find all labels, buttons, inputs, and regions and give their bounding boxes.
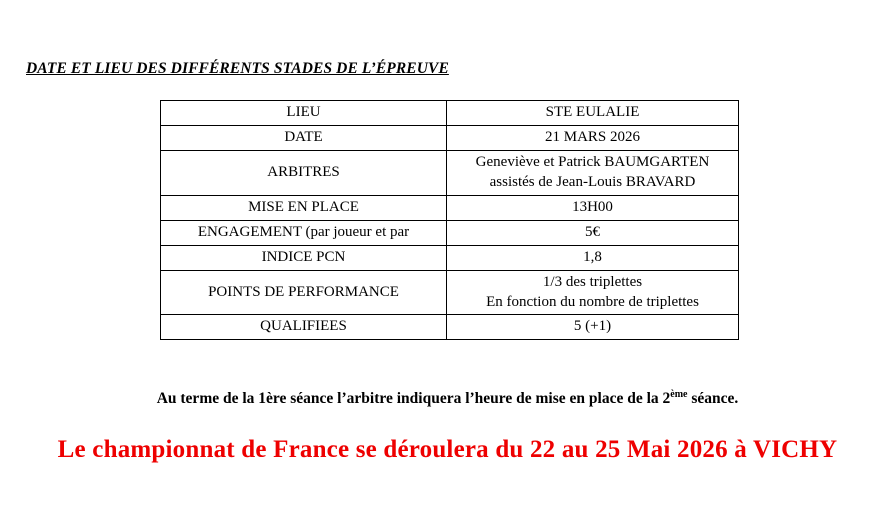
row-label-date: DATE [161, 125, 447, 150]
row-value-arbitres [447, 150, 739, 195]
row-value-engagement: 5€ [447, 220, 739, 245]
points-line-1: 1/3 des triplettes [542, 273, 643, 290]
row-label-engagement: ENGAGEMENT (par joueur et par [161, 220, 447, 245]
row-label-lieu: LIEU [161, 101, 447, 126]
table-row [161, 101, 739, 126]
row-label-mise-en-place: MISE EN PLACE [161, 195, 447, 220]
table-row [161, 125, 739, 150]
table-row [161, 150, 739, 195]
row-label-qualifiees: QUALIFIEES [161, 315, 447, 340]
row-value-lieu: STE EULALIE [447, 101, 739, 126]
row-value-mise-en-place: 13H00 [447, 195, 739, 220]
event-details-table [160, 100, 739, 340]
arbitres-line-2: assistés de Jean-Louis BRAVARD [489, 173, 696, 190]
row-value-date: 21 MARS 2026 [447, 125, 739, 150]
row-label-points-de-performance: POINTS DE PERFORMANCE [161, 270, 447, 315]
points-line-2: En fonction du nombre de triplettes [486, 293, 699, 310]
row-label-indice-pcn: INDICE PCN [161, 245, 447, 270]
row-value-indice-pcn: 1,8 [447, 245, 739, 270]
row-label-arbitres: ARBITRES [161, 150, 447, 195]
page-title: DATE ET LIEU DES DIFFÉRENTS STADES DE L’ÉPREUVE [26, 60, 449, 77]
championship-announcement: Le championnat de France se déroulera du 22 au 25 Mai 2026 à VICHY [57, 436, 838, 463]
arbitres-line-1: Geneviève et Patrick BAUMGARTEN [475, 153, 710, 170]
table-row [161, 315, 739, 340]
session-note-part1: Au terme de la 1ère séance l’arbitre indiquera l’heure de mise en place de la 2 [156, 390, 671, 408]
table-row [161, 220, 739, 245]
table-row [161, 195, 739, 220]
row-value-points-de-performance [447, 270, 739, 315]
table-row [161, 270, 739, 315]
session-note-part2: séance. [687, 390, 739, 408]
session-note-superscript: ème [670, 389, 688, 400]
session-note [0, 389, 895, 408]
row-value-qualifiees: 5 (+1) [447, 315, 739, 340]
table-row [161, 245, 739, 270]
